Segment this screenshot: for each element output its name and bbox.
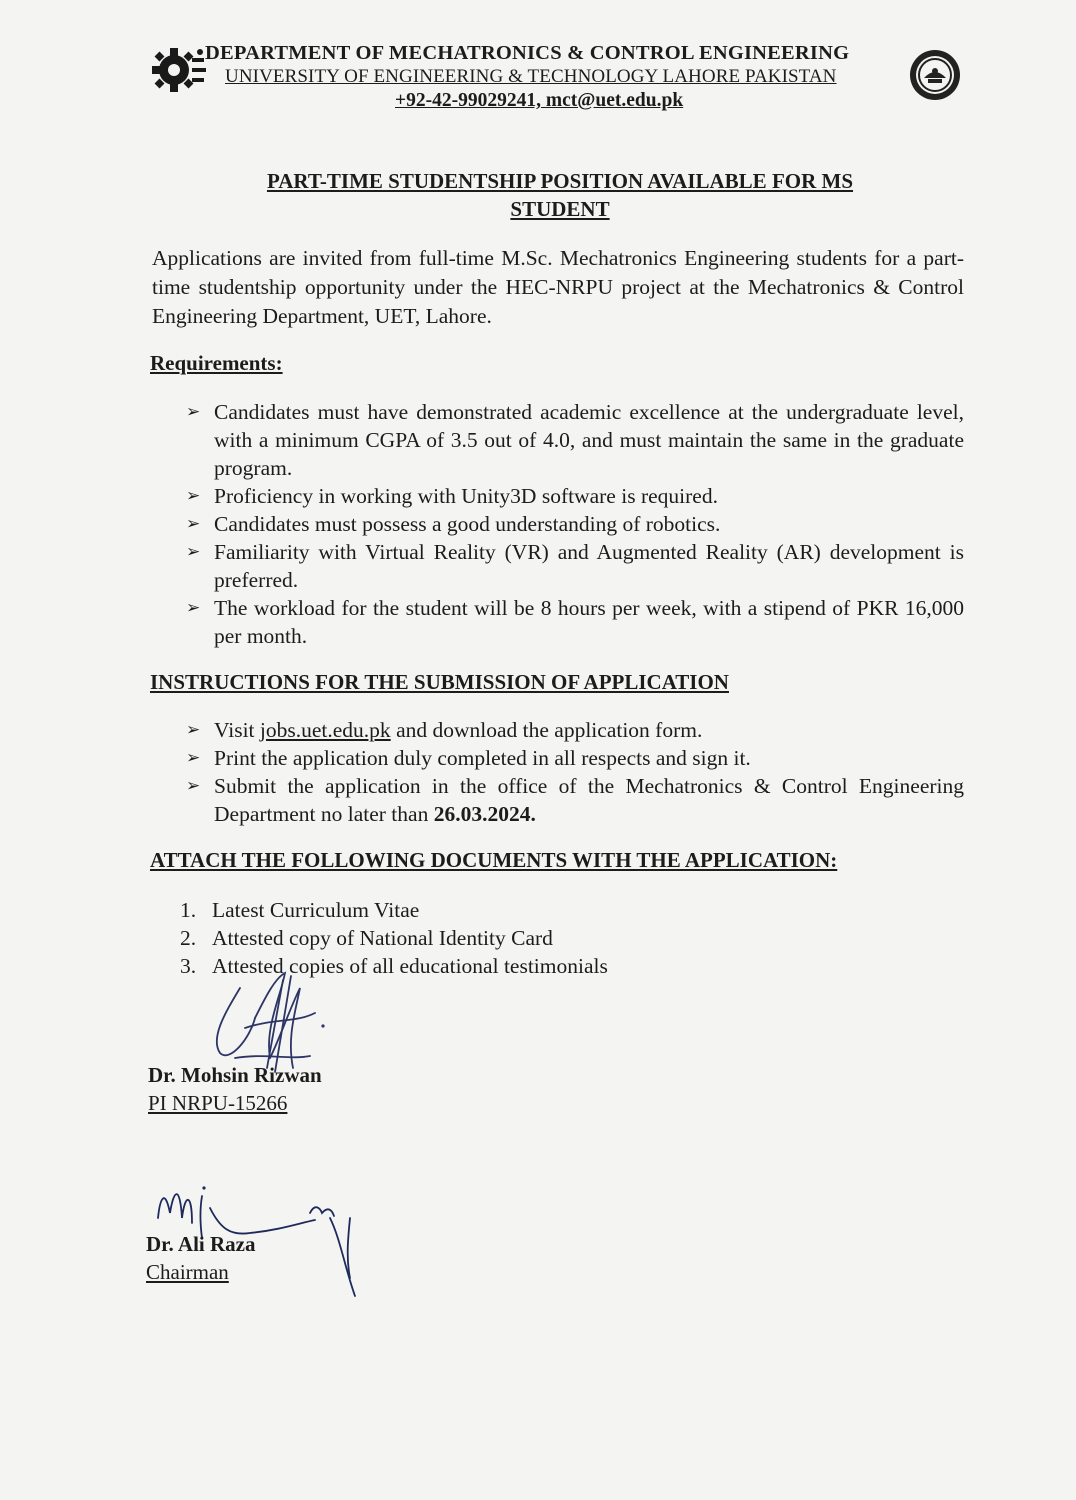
list-item: ➢ Familiarity with Virtual Reality (VR) and Augmented Reality (AR) development is preferred. [186, 540, 964, 592]
attachments-heading: ATTACH THE FOLLOWING DOCUMENTS WITH THE APPLICATION: [150, 848, 838, 872]
university-name: UNIVERSITY OF ENGINEERING & TECHNOLOGY LAHORE PAKISTAN [225, 66, 837, 87]
arrow-bullet-icon: ➢ [186, 402, 201, 421]
list-item: ➢ Print the application duly completed in all respects and sign it. [186, 746, 751, 770]
instructions-list [186, 716, 964, 828]
arrow-bullet-icon: ➢ [186, 486, 201, 505]
gear-logo-icon [152, 44, 208, 96]
requirements-list [186, 398, 964, 650]
deadline-date: 26.03.2024. [433, 802, 536, 826]
list-item: 2. Attested copy of National Identity Card [180, 926, 553, 950]
signatory-name: Dr. Ali Raza [146, 1232, 256, 1256]
list-item: ➢ Visit jobs.uet.edu.pk and download the application form. [186, 718, 703, 742]
arrow-bullet-icon: ➢ [186, 514, 201, 533]
list-item: 1. Latest Curriculum Vitae [180, 898, 420, 922]
signature-mohsin-rizwan [195, 968, 335, 1078]
university-seal-icon [908, 48, 962, 102]
signatory-name: Dr. Mohsin Rizwan [148, 1063, 322, 1087]
jobs-portal-link[interactable]: jobs.uet.edu.pk [259, 718, 391, 742]
list-item: ➢ Proficiency in working with Unity3D software is required. [186, 484, 718, 508]
notice-title-line2: STUDENT [510, 197, 610, 221]
requirements-heading: Requirements: [150, 351, 283, 375]
intro-paragraph: Applications are invited from full-time M.Sc. Mechatronics Engineering students for a part-time studentship opportunity under the HEC-NRPU project at the Mechatronics & Control Engineering Department, UET, Lahore. [152, 246, 964, 328]
signatory-role: Chairman [146, 1260, 229, 1284]
arrow-bullet-icon: ➢ [186, 598, 201, 617]
list-item: 3. Attested copies of all educational testimonials [180, 954, 608, 978]
arrow-bullet-icon: ➢ [186, 776, 201, 795]
department-name: DEPARTMENT OF MECHATRONICS & CONTROL ENGINEERING [205, 42, 850, 64]
list-item: ➢ Candidates must have demonstrated academic excellence at the undergraduate level, with a minimum CGPA of 3.5 out of 4.0, and must maintain the same in the graduate program. [186, 400, 964, 480]
arrow-bullet-icon: ➢ [186, 542, 201, 561]
instructions-heading: INSTRUCTIONS FOR THE SUBMISSION OF APPLICATION [150, 670, 729, 694]
signatory-role: PI NRPU-15266 [148, 1091, 288, 1115]
list-item: ➢ Candidates must possess a good understanding of robotics. [186, 512, 721, 536]
notice-title-line1: PART-TIME STUDENTSHIP POSITION AVAILABLE FOR MS [266, 169, 854, 193]
arrow-bullet-icon: ➢ [186, 720, 201, 739]
arrow-bullet-icon: ➢ [186, 748, 201, 767]
list-item: ➢ Submit the application in the office of the Mechatronics & Control Engineering Department no later than 26.03.2024. [186, 774, 964, 826]
list-item: ➢ The workload for the student will be 8 hours per week, with a stipend of PKR 16,000 per month. [186, 596, 964, 648]
contact-info: +92-42-99029241, mct@uet.edu.pk [395, 90, 684, 111]
